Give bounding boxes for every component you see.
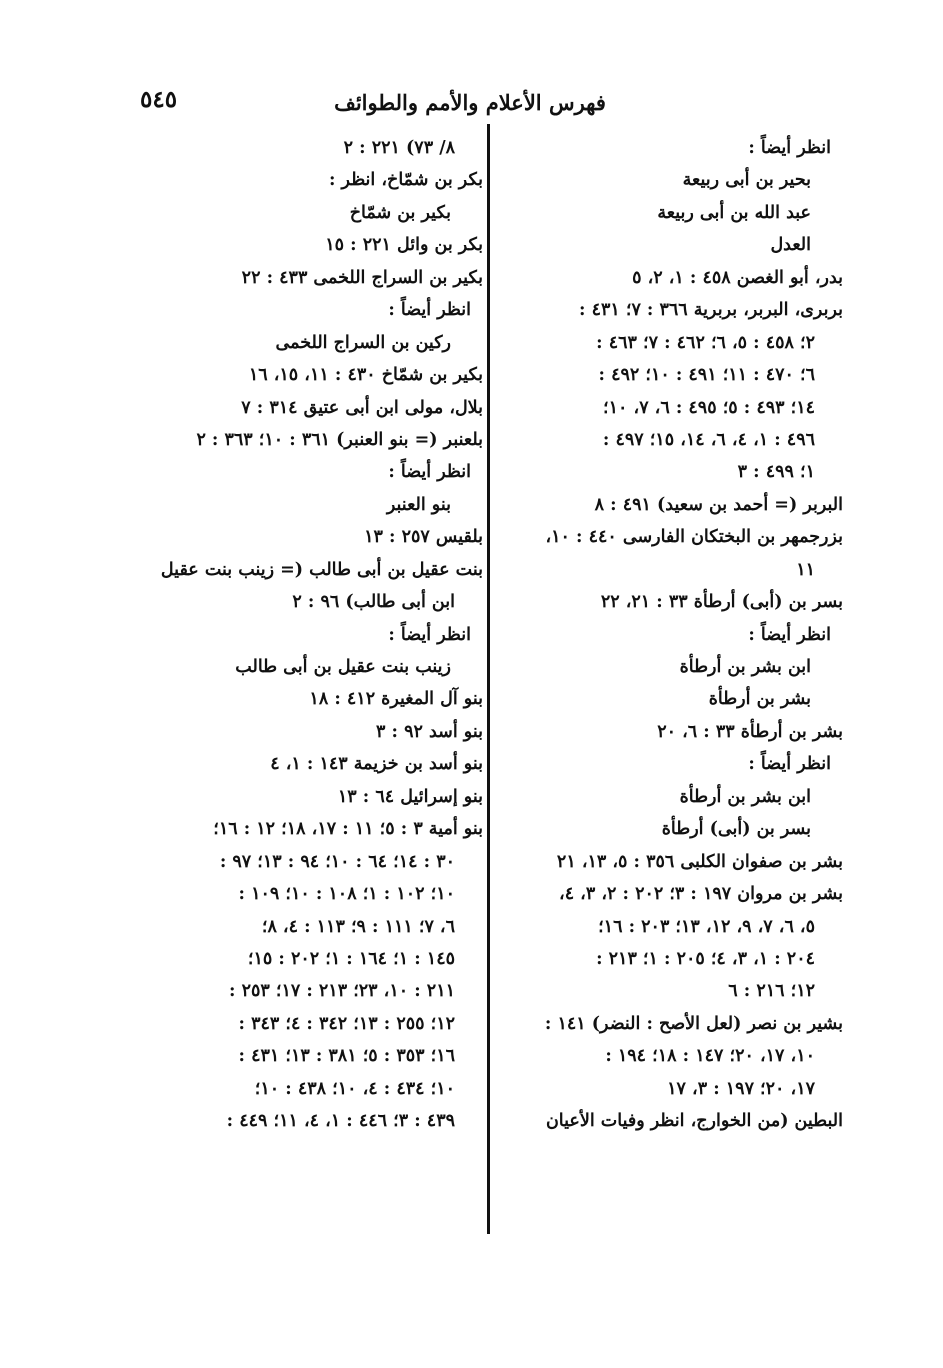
index-line: ٦، ٧؛ ١١١ : ٩؛ ١١٣ : ٤، ٨؛ <box>261 916 455 937</box>
index-line: ٨/ ٧٣) ٢٢١ : ٢ <box>343 138 455 158</box>
index-line: ٢؛ ٤٥٨ : ٥، ٦؛ ٤٦٢ : ٧؛ ٤٦٣ : <box>596 332 815 353</box>
index-line: بلقيس ٢٥٧ : ١٣ <box>364 527 483 548</box>
index-line: بكير بن شمّاخ <box>349 202 451 223</box>
index-line: بحير بن أبى ربيعة <box>682 170 811 191</box>
index-line: بسر بن (أبى) أرطأة ٣٣ : ٢١، ٢٢ <box>600 592 843 613</box>
index-line: بشر بن أرطأة ٣٣ : ٦، ٢٠ <box>657 721 843 742</box>
index-line: بنو آل المغيرة ٤١٢ : ١٨ <box>309 689 483 710</box>
index-line: ٤٩٦ : ١، ٤، ٦، ١٤، ١٥؛ ٤٩٧ : <box>602 429 815 450</box>
index-line: انظر أيضاً : <box>388 300 471 321</box>
index-line: بنو أسد ٩٢ : ٣ <box>376 721 483 742</box>
index-line: انظر أيضاً : <box>748 138 831 158</box>
index-line: انظر أيضاً : <box>748 624 831 645</box>
index-line: بنت عقيل بن أبى طالب (= زينب بنت عقيل <box>160 559 483 580</box>
index-line: بشر بن مروان ١٩٧ : ٣؛ ٢٠٢ : ٢، ٣، ٤، <box>559 884 843 905</box>
index-line: ٤٣٩ : ٣؛ ٤٤٦ : ١، ٤، ١١؛ ٤٤٩ : <box>226 1111 455 1132</box>
index-line: بكير بن شمّاخ ٤٣٠ : ١١، ١٥، ١٦ <box>248 365 483 386</box>
index-line: ١؛ ٤٩٩ : ٣ <box>737 462 815 483</box>
index-line: بربرى، البربر، بربرية ٣٦٦ : ٧؛ ٤٣١ : <box>579 300 843 321</box>
index-line: ١٢؛ ٢٥٥ : ١٣؛ ٣٤٢ : ٤؛ ٣٤٣ : <box>238 1013 455 1034</box>
index-line: ١٠؛ ٤٣٤ : ٤، ١٠؛ ٤٣٨ : ١٠؛ <box>254 1078 455 1099</box>
index-line: ٥، ٦، ٧، ٩، ١٢، ١٣؛ ٢٠٣ : ١٦؛ <box>598 916 815 937</box>
page-number: ٥٤٥ <box>140 86 178 113</box>
index-line: ١٠؛ ١٠٢ : ١؛ ١٠٨ : ١٠؛ ١٠٩ : <box>238 884 455 905</box>
index-line: ١٧، ٢٠؛ ١٩٧ : ٣، ١٧ <box>667 1078 815 1099</box>
index-line: ابن أبى طالب) ٩٦ : ٢ <box>292 592 455 613</box>
index-line: ١٤٥ : ١؛ ١٦٤ : ١؛ ٢٠٢ : ١٥؛ <box>247 948 455 969</box>
index-line: انظر أيضاً : <box>748 754 831 775</box>
index-line: ٢٠٤ : ١، ٣، ٤؛ ٢٠٥ : ١؛ ٢١٣ : <box>596 948 815 969</box>
index-line: ٢١١ : ١٠، ٢٣؛ ٢١٣ : ١٧؛ ٢٥٣ : <box>229 981 455 1002</box>
index-line: زينب بنت عقيل بن أبى طالب <box>235 657 451 677</box>
index-line: بنو أمية ٣ : ٥؛ ١١ : ١٧، ١٨؛ ١٢ : ١٦؛ <box>213 819 483 840</box>
index-line: بلال، مولى ابن أبى عتيق ٣١٤ : ٧ <box>241 397 483 418</box>
index-line: بدر، أبو الغصن ٤٥٨ : ١، ٢، ٥ <box>632 267 843 288</box>
index-line: ١٠، ١٧، ٢٠؛ ١٤٧ : ١٨؛ ١٩٤ : <box>605 1046 815 1067</box>
index-line: بشر بن أرطأة <box>708 689 811 710</box>
index-line: ابن بشر بن أرطأة <box>679 786 811 807</box>
index-line: بكر بن وائل ٢٢١ : ١٥ <box>325 235 483 256</box>
index-line: ٣٠ : ١٤؛ ٦٤ : ١٠؛ ٩٤ : ١٣؛ ٩٧ : <box>219 851 455 872</box>
index-column-left <box>148 132 483 1138</box>
index-line: ابن بشر بن أرطأة <box>679 657 811 677</box>
index-line: بنو إسرائيل ٦٤ : ١٣ <box>337 786 483 807</box>
index-line: عبد الله بن أبى ربيعة <box>657 202 811 223</box>
index-line: بنو أسد بن خزيمة ١٤٣ : ١، ٤ <box>270 754 483 775</box>
index-line: انظر أيضاً : <box>388 462 471 483</box>
column-divider <box>487 124 490 1234</box>
index-line: ١٦؛ ٣٥٣ : ٥؛ ٣٨١ : ١٣؛ ٤٣١ : <box>238 1046 455 1067</box>
index-line: بزرجمهر بن البختكان الفارسى ٤٤٠ : ١٠، <box>545 527 843 548</box>
index-line: البطين (من الخوارج، انظر وفيات الأعيان <box>545 1111 843 1132</box>
index-line: ركين بن السراج اللخمى <box>275 332 451 353</box>
index-line: بشر بن صفوان الكلبى ٣٥٦ : ٥، ١٣، ٢١ <box>556 851 843 872</box>
index-line: بلعنبر (= بنو العنبر) ٣٦١ : ١٠؛ ٣٦٣ : ٢ <box>196 429 483 450</box>
running-header-title: فهرس الأعلام والأمم والطوائف <box>334 90 606 115</box>
index-line: العدل <box>770 235 811 256</box>
index-line: ١٢؛ ٢١٦ : ٦ <box>728 981 815 1002</box>
index-line: بنو العنبر <box>386 494 451 515</box>
index-line: بسر بن (أبى) أرطأة <box>661 819 811 840</box>
index-line: انظر أيضاً : <box>388 624 471 645</box>
index-line: ١٤؛ ٤٩٣ : ٥؛ ٤٩٥ : ٦، ٧، ١٠؛ <box>603 397 815 418</box>
index-line: البربر (= أحمد بن سعيد) ٤٩١ : ٨ <box>594 494 843 515</box>
index-line: ١١ <box>796 559 815 580</box>
index-column-right <box>508 132 843 1138</box>
index-line: بكير بن السراج اللخمى ٤٣٣ : ٢٢ <box>241 267 483 288</box>
index-line: ٦؛ ٤٧٠ : ١١؛ ٤٩١ : ١٠؛ ٤٩٢ : <box>598 365 815 386</box>
index-line: بكر بن شمّاخ، انظر : <box>328 170 483 191</box>
index-line: بشير بن نصر (لعل الأصح : النضر) ١٤١ : <box>544 1013 843 1034</box>
